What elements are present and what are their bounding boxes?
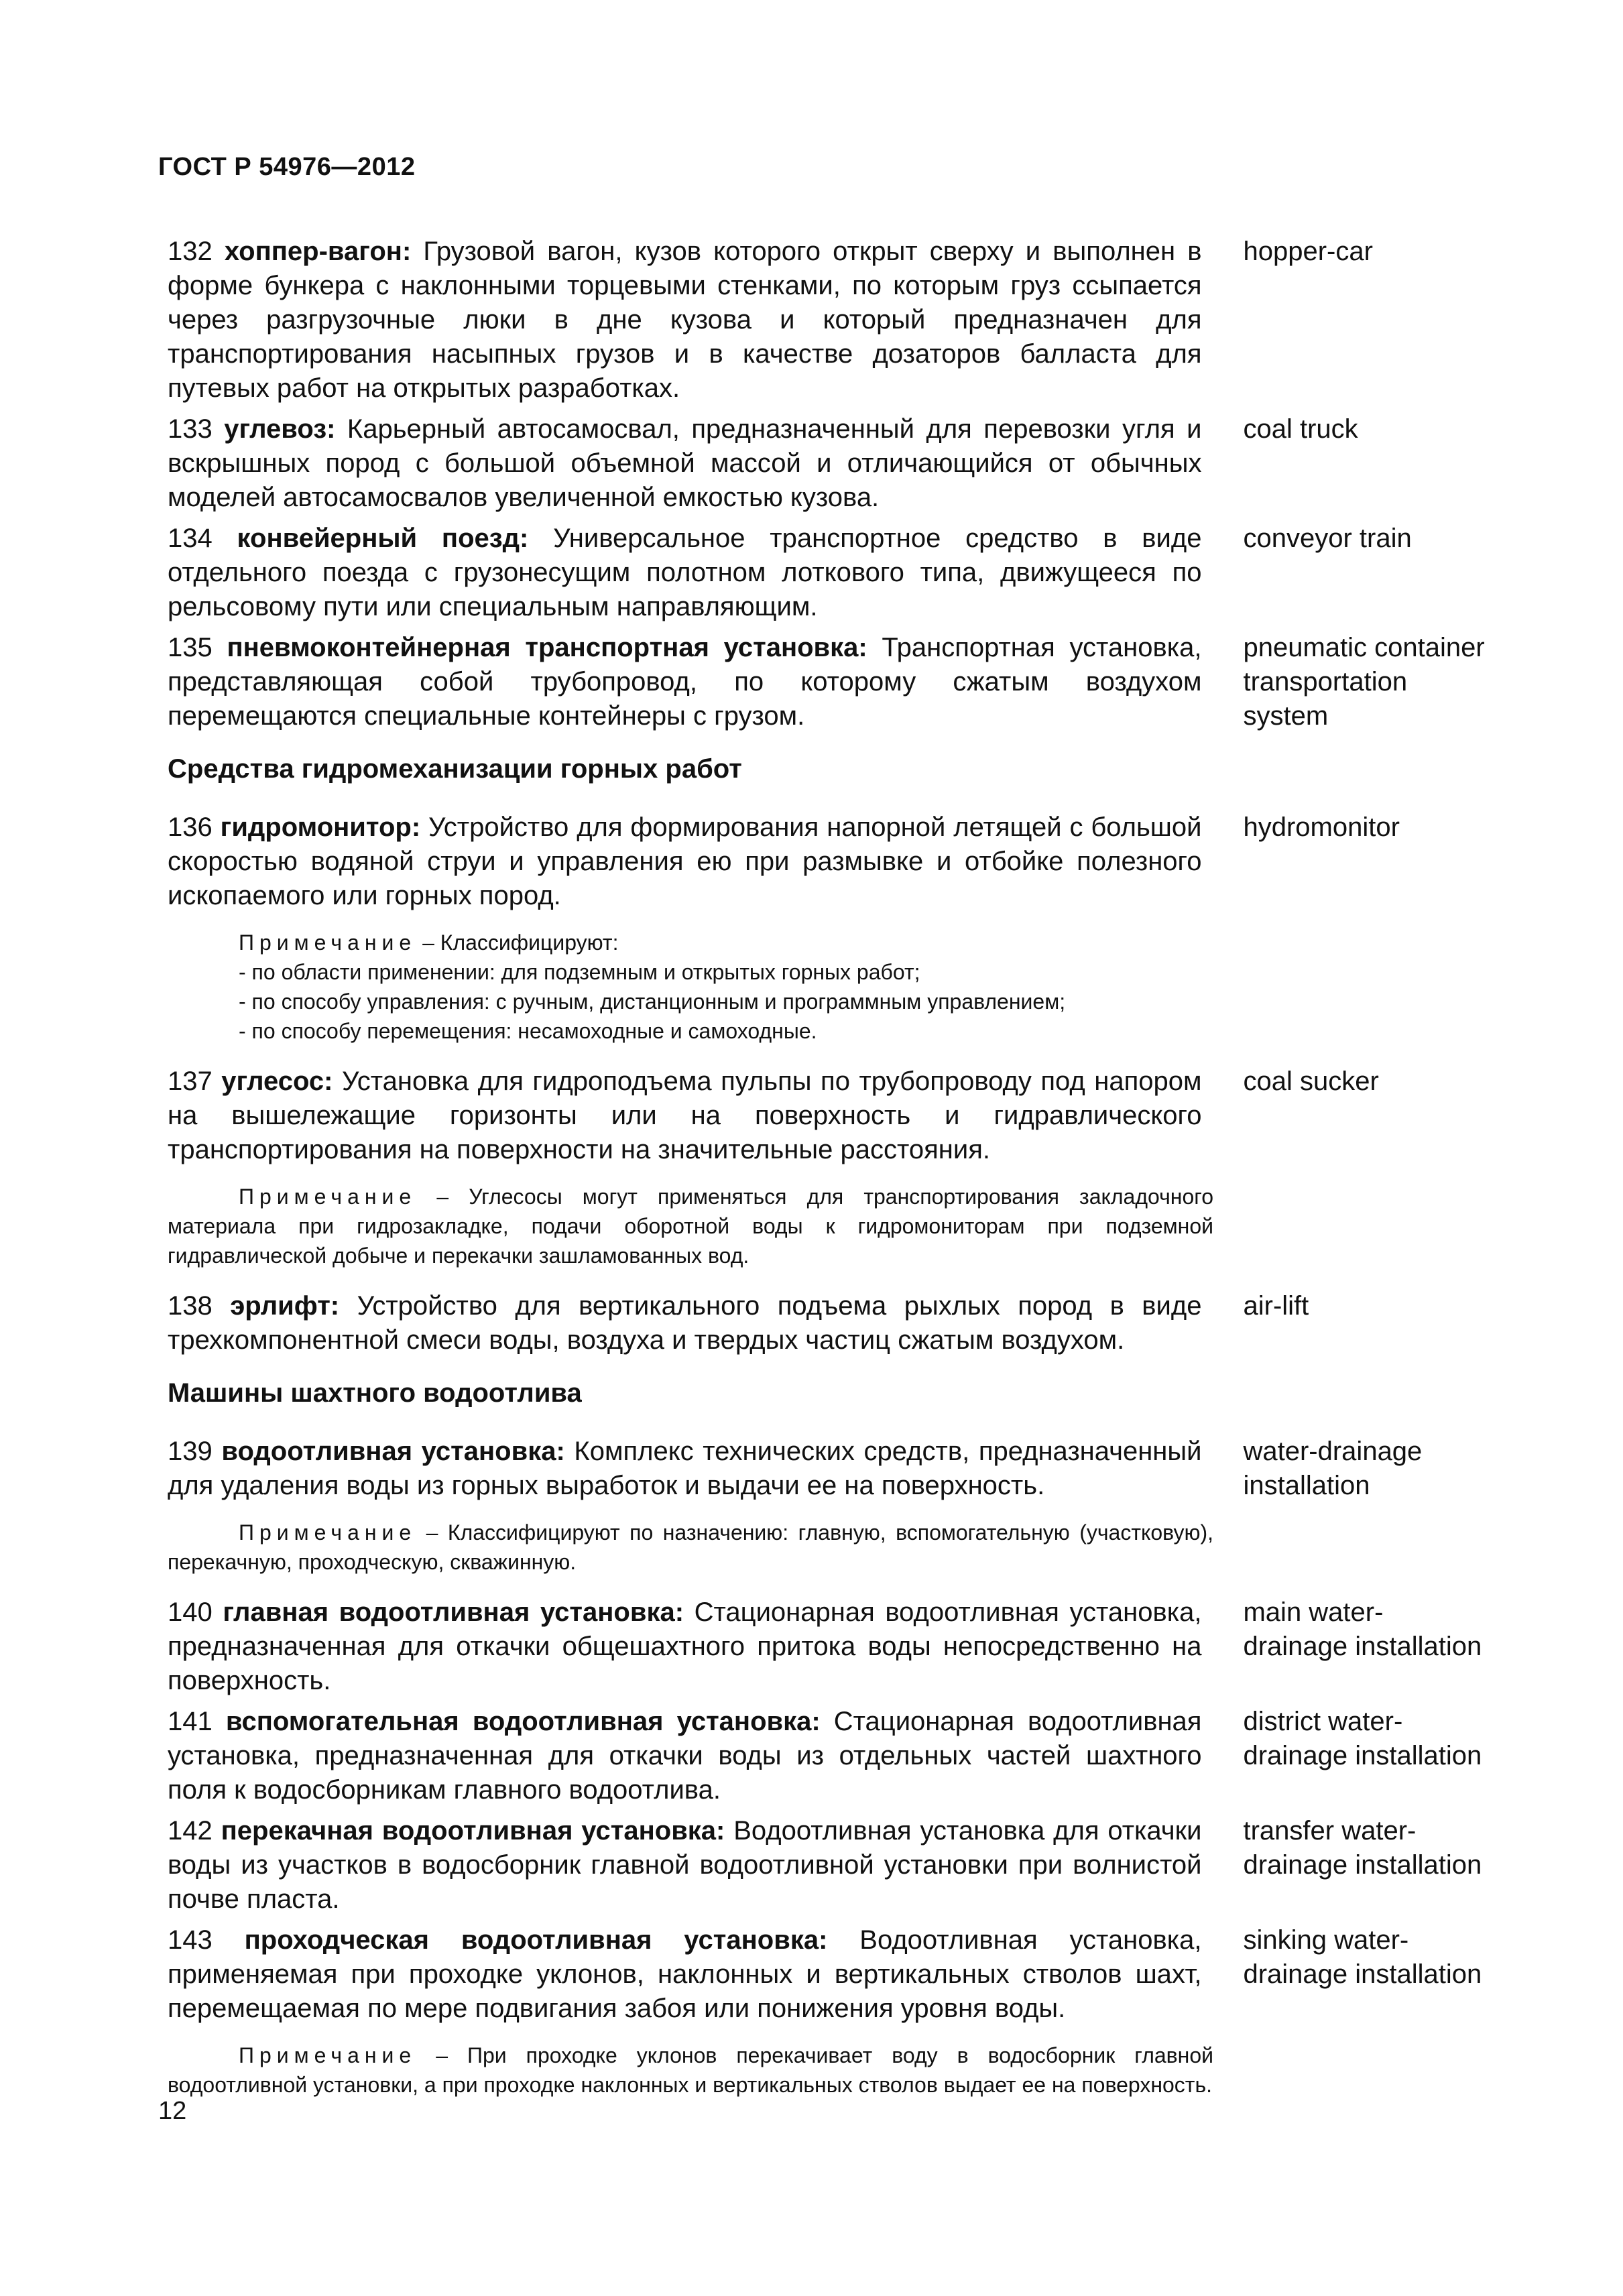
term-definition-ru <box>168 1435 1201 1503</box>
term-definition-ru <box>168 631 1201 733</box>
term-english: district water- drainage installation <box>1243 1707 1482 1770</box>
definition-text: Водоотливная установка, применяемая при проходке уклонов, наклонных и вертикальных стволов шахт, перемещаемая по мере подвигания забоя или понижения уровня воды. <box>168 1925 1202 2023</box>
term-name: конвейерный поезд: <box>237 524 529 553</box>
term-definition-ru <box>168 412 1201 515</box>
note-text: – При проходке уклонов перекачивает воду в водосборник главной водоотливной установки, а при проходке наклонных и вертикальных стволов выдает ее на поверхность. <box>168 2043 1213 2097</box>
term-definition-ru <box>168 1923 1201 2026</box>
note-list-item: - по области применении: для подземным и открытых горных работ; <box>239 960 920 984</box>
term-entry-132 <box>168 235 1508 406</box>
note-text: – Классифицируют по назначению: главную, вспомогательную (участковую), перекачную, проходческую, скважинную. <box>168 1520 1213 1574</box>
document-body <box>168 235 1508 2118</box>
term-english: hopper-car <box>1243 237 1373 266</box>
entry-number: 132 <box>168 237 213 266</box>
entry-number: 136 <box>168 812 213 842</box>
note-intro <box>168 928 1213 957</box>
term-english: water-drainage installation <box>1243 1437 1423 1500</box>
term-entry-133 <box>168 412 1508 515</box>
term-name: перекачная водоотливная установка: <box>221 1816 725 1846</box>
term-definition-ru <box>168 1705 1201 1807</box>
note-label: Примечание <box>239 930 417 955</box>
note-label: Примечание <box>239 1520 417 1545</box>
note-list-item: - по способу управления: с ручным, дистанционным и программным управлением; <box>239 989 1066 1014</box>
definition-text: Универсальное транспортное средство в виде отдельного поезда с грузонесущим полотном лоткового типа, движущееся по рельсовому пути или специальным направляющим. <box>168 524 1202 621</box>
term-definition-ru <box>168 1289 1201 1357</box>
entry-number: 134 <box>168 524 213 553</box>
note-text: – Углесосы могут применяться для транспортирования закладочного материала при гидрозакладке, подачи оборотной воды к гидромониторам при подземной гидравлической добыче и перекачки зашламованных вод. <box>168 1185 1213 1268</box>
note-139 <box>168 1518 1213 1577</box>
term-name: гидромонитор: <box>220 812 421 842</box>
page-number: 12 <box>158 2097 187 2125</box>
term-english: transfer water- drainage installation <box>1243 1816 1482 1880</box>
term-definition-ru <box>168 1065 1201 1167</box>
term-definition-ru <box>168 810 1201 913</box>
term-definition-ru <box>168 1814 1201 1917</box>
term-definition-ru <box>168 522 1201 624</box>
term-entry-143 <box>168 1923 1508 2026</box>
entry-number: 135 <box>168 633 213 662</box>
term-name: эрлифт: <box>230 1291 340 1321</box>
term-entry-140 <box>168 1595 1508 1698</box>
term-english: coal sucker <box>1243 1067 1379 1096</box>
term-english: hydromonitor <box>1243 812 1400 842</box>
definition-text: Устройство для формирования напорной летящей с большой скоростью водяной струи и управления ею при размывке и отбойке полезного ископаемого или горных пород. <box>168 812 1202 910</box>
entry-number: 138 <box>168 1291 213 1321</box>
definition-text: Стационарная водоотливная установка, предназначенная для откачки воды из отдельных частей шахтного поля к водосборникам главного водоотлива. <box>168 1707 1202 1805</box>
definition-text: Комплекс технических средств, предназначенный для удаления воды из горных выработок и выдачи ее на поверхность. <box>168 1437 1202 1500</box>
definition-text: Стационарная водоотливная установка, предназначенная для откачки общешахтного притока воды непосредственно на поверхность. <box>168 1597 1202 1695</box>
entry-number: 143 <box>168 1925 213 1955</box>
document-header: ГОСТ Р 54976—2012 <box>158 153 416 181</box>
term-entry-138 <box>168 1289 1508 1357</box>
section-heading-hydro: Средства гидромеханизации горных работ <box>168 754 742 784</box>
note-label: Примечание <box>239 1185 417 1209</box>
term-name: углесос: <box>221 1067 333 1096</box>
term-entry-137 <box>168 1065 1508 1167</box>
term-name: водоотливная установка: <box>221 1437 565 1466</box>
term-name: проходческая водоотливная установка: <box>244 1925 828 1955</box>
term-entry-134 <box>168 522 1508 624</box>
definition-text: Транспортная установка, представляющая собой трубопровод, по которому сжатым воздухом перемещаются специальные контейнеры с грузом. <box>168 633 1202 731</box>
term-english: coal truck <box>1243 414 1358 444</box>
section-heading-drainage: Машины шахтного водоотлива <box>168 1378 582 1408</box>
note-143 <box>168 2041 1213 2100</box>
term-name: вспомогательная водоотливная установка: <box>225 1707 821 1736</box>
term-entry-142 <box>168 1814 1508 1917</box>
entry-number: 140 <box>168 1597 213 1627</box>
note-text: – Классифицируют: <box>416 930 619 955</box>
term-english: conveyor train <box>1243 524 1412 553</box>
definition-text: Водоотливная установка для откачки воды из участков в водосборник главной водоотливной установки при волнистой почве пласта. <box>168 1816 1202 1914</box>
term-english: pneumatic container transportation system <box>1243 633 1485 731</box>
term-entry-136 <box>168 810 1508 913</box>
entry-number: 139 <box>168 1437 213 1466</box>
term-name: углевоз: <box>224 414 336 444</box>
term-english: main water- drainage installation <box>1243 1597 1482 1661</box>
note-label: Примечание <box>239 2043 417 2067</box>
term-definition-ru <box>168 235 1201 406</box>
term-name: главная водоотливная установка: <box>223 1597 684 1627</box>
definition-text: Устройство для вертикального подъема рыхлых пород в виде трехкомпонентной смеси воды, воздуха и твердых частиц сжатым воздухом. <box>168 1291 1202 1355</box>
term-entry-141 <box>168 1705 1508 1807</box>
note-137 <box>168 1182 1213 1270</box>
term-english: sinking water- drainage installation <box>1243 1925 1482 1989</box>
term-name: хоппер-вагон: <box>224 237 412 266</box>
entry-number: 142 <box>168 1816 213 1846</box>
note-list-item: - по способу перемещения: несамоходные и самоходные. <box>239 1019 817 1043</box>
definition-text: Карьерный автосамосвал, предназначенный для перевозки угля и вскрышных пород с большой объемной массой и отличающийся от обычных моделей автосамосвалов увеличенной емкостью кузова. <box>168 414 1202 512</box>
term-definition-ru <box>168 1595 1201 1698</box>
entry-number: 141 <box>168 1707 213 1736</box>
entry-number: 137 <box>168 1067 213 1096</box>
definition-text: Грузовой вагон, кузов которого открыт сверху и выполнен в форме бункера с наклонными торцевыми стенками, по которым груз ссыпается через разгрузочные люки в дне кузова и который предназначен для транспортирования насыпных грузов и в качестве дозаторов балласта для путевых работ на открытых разработках. <box>168 237 1202 403</box>
definition-text: Установка для гидроподъема пульпы по трубопроводу под напором на вышележащие горизонты или на поверхность и гидравлического транспортирования на поверхности на значительные расстояния. <box>168 1067 1202 1164</box>
term-english: air-lift <box>1243 1291 1309 1321</box>
term-entry-135 <box>168 631 1508 733</box>
entry-number: 133 <box>168 414 213 444</box>
term-entry-139 <box>168 1435 1508 1503</box>
note-136 <box>168 928 1213 1046</box>
term-name: пневмоконтейнерная транспортная установка: <box>227 633 867 662</box>
